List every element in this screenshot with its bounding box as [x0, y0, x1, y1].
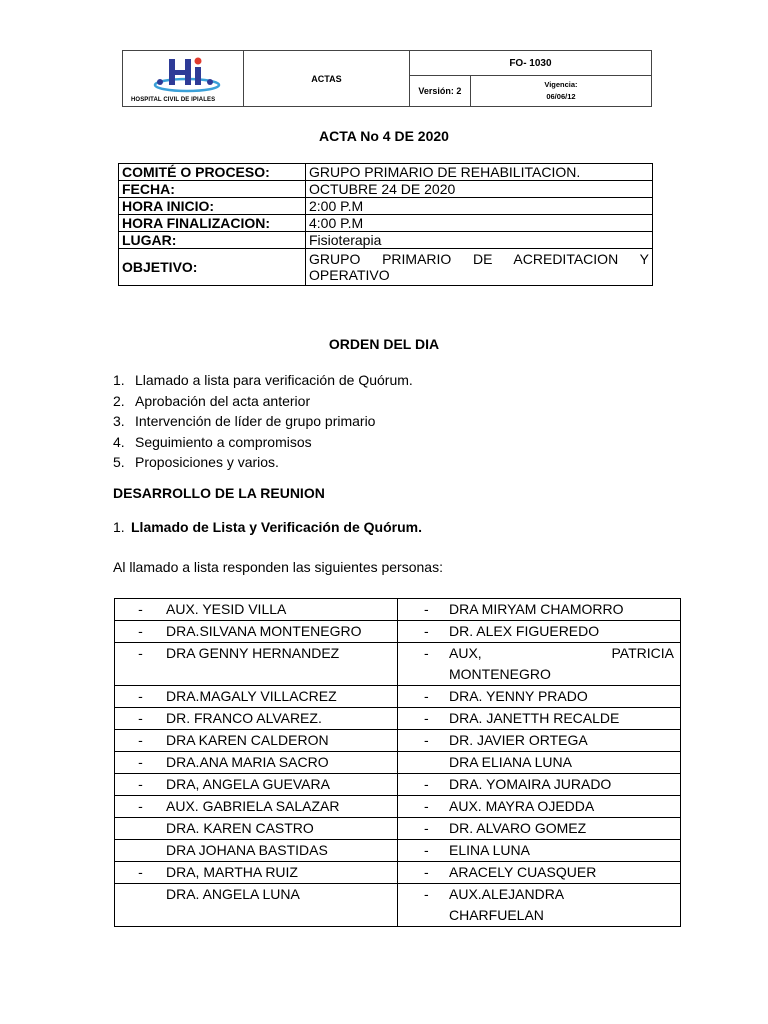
- version-label: Versión: 2: [409, 76, 470, 107]
- attendee-name: DRA GENNY HERNANDEZ: [166, 645, 340, 661]
- attendee-name: DR. FRANCO ALVAREZ.: [166, 710, 322, 726]
- info-value: 4:00 P.M: [306, 215, 653, 232]
- attendee-name: DRA. YENNY PRADO: [449, 688, 588, 704]
- bullet-dash: -: [138, 601, 143, 617]
- bullet-dash: -: [424, 688, 429, 704]
- attendee-name: AUX. MAYRA OJEDDA: [449, 798, 595, 814]
- bullet-dash: -: [424, 798, 429, 814]
- info-row: [119, 215, 653, 232]
- info-row: [119, 249, 653, 286]
- acta-title: ACTA No 4 DE 2020: [319, 128, 449, 144]
- attendee-name: DRA, ANGELA GUEVARA: [166, 776, 330, 792]
- left-cell: [115, 752, 398, 774]
- info-key: COMITÉ O PROCESO:: [119, 164, 306, 181]
- section-heading: [113, 519, 422, 535]
- table-row: [115, 774, 681, 796]
- bullet-dash: -: [138, 645, 143, 661]
- table-row: [115, 621, 681, 643]
- left-cell: [115, 840, 398, 862]
- info-value: GRUPO PRIMARIO DE ACREDITACION Y OPERATIVO: [306, 249, 653, 286]
- attendee-name: DR. JAVIER ORTEGA: [449, 732, 588, 748]
- left-cell: [115, 621, 398, 643]
- logo-text: HOSPITAL CIVIL DE IPIALES: [131, 97, 216, 103]
- left-cell: [115, 730, 398, 752]
- attendee-name: DRA KAREN CALDERON: [166, 732, 329, 748]
- bullet-dash: -: [138, 776, 143, 792]
- bullet-dash: -: [138, 754, 143, 770]
- table-row: [115, 862, 681, 884]
- table-row: [115, 686, 681, 708]
- vigencia-cell: [470, 76, 651, 107]
- attendee-name: DRA. JANETTH RECALDE: [449, 710, 620, 726]
- left-cell: [115, 708, 398, 730]
- left-cell: [115, 796, 398, 818]
- item-number: 2.: [113, 392, 125, 409]
- bullet-dash: -: [424, 820, 429, 836]
- right-cell: [398, 599, 681, 621]
- attendee-name: DR. ALEX FIGUEREDO: [449, 623, 600, 639]
- info-row: [119, 198, 653, 215]
- bullet-dash: -: [424, 864, 429, 880]
- info-key: OBJETIVO:: [119, 249, 306, 286]
- attendee-name-line1: AUX.ALEJANDRA: [449, 886, 565, 902]
- attendee-name-line2: CHARFUELAN: [449, 907, 544, 923]
- attendee-name: AUX. YESID VILLA: [166, 601, 287, 617]
- right-cell: [398, 621, 681, 643]
- bullet-dash: -: [138, 710, 143, 726]
- list-item: [113, 411, 413, 432]
- header-title: ACTAS: [244, 51, 410, 107]
- attendee-name: DRA MIRYAM CHAMORRO: [449, 601, 624, 617]
- item-number: 3.: [113, 413, 125, 430]
- attendee-name: DRA JOHANA BASTIDAS: [166, 842, 328, 858]
- item-number: 1.: [113, 372, 125, 388]
- attendee-name: DRA. ANGELA LUNA: [166, 886, 300, 902]
- bullet-dash: -: [424, 645, 429, 661]
- bullet-dash: [115, 840, 166, 861]
- list-item: [113, 452, 413, 473]
- attendee-name: DRA, MARTHA RUIZ: [166, 864, 298, 880]
- right-cell: [398, 862, 681, 884]
- bullet-dash: -: [424, 601, 429, 617]
- bullet-dash: -: [138, 864, 143, 880]
- left-cell: [115, 818, 398, 840]
- list-item: [113, 391, 413, 412]
- right-cell: [398, 840, 681, 862]
- bullet-dash: -: [424, 732, 429, 748]
- bullet-dash: -: [424, 623, 429, 639]
- table-row: [115, 599, 681, 621]
- intro-text: Al llamado a lista responden las siguientes personas:: [113, 559, 443, 575]
- attendee-name: ARACELY CUASQUER: [449, 864, 597, 880]
- table-row: [115, 752, 681, 774]
- vigencia-date: 06/06/12: [546, 92, 576, 101]
- info-key: FECHA:: [119, 181, 306, 198]
- logo-cell: [123, 51, 244, 107]
- item-text: Llamado a lista para verificación de Quórum.: [135, 372, 413, 388]
- attendee-name: DR. ALVARO GOMEZ: [449, 820, 587, 836]
- right-cell: [398, 796, 681, 818]
- right-cell: [398, 643, 681, 686]
- attendee-name: ELINA LUNA: [449, 842, 530, 858]
- attendee-name: AUX. GABRIELA SALAZAR: [166, 798, 340, 814]
- left-cell: [115, 862, 398, 884]
- info-key: HORA INICIO:: [119, 198, 306, 215]
- item-number: 5.: [113, 454, 125, 471]
- item-text: Intervención de líder de grupo primario: [135, 413, 376, 430]
- right-cell: [398, 708, 681, 730]
- attendance-table: [114, 598, 681, 927]
- bullet-dash: -: [138, 623, 143, 639]
- bullet-dash: -: [138, 732, 143, 748]
- attendee-name: DRA.ANA MARIA SACRO: [166, 754, 329, 770]
- orden-list: [113, 370, 413, 473]
- info-value: Fisioterapia: [306, 232, 653, 249]
- item-number: 4.: [113, 433, 125, 450]
- attendee-name: [449, 643, 680, 685]
- right-cell: [398, 774, 681, 796]
- left-cell: [115, 599, 398, 621]
- item-text: Seguimiento a compromisos: [135, 433, 312, 450]
- list-item: [113, 432, 413, 453]
- item-text: Proposiciones y varios.: [135, 454, 279, 471]
- info-value: GRUPO PRIMARIO DE REHABILITACION.: [306, 164, 653, 181]
- info-key: HORA FINALIZACION:: [119, 215, 306, 232]
- info-key: LUGAR:: [119, 232, 306, 249]
- table-row: [115, 818, 681, 840]
- info-value: OCTUBRE 24 DE 2020: [306, 181, 653, 198]
- left-cell: [115, 686, 398, 708]
- right-cell: [398, 818, 681, 840]
- bullet-dash: -: [424, 710, 429, 726]
- bullet-dash: -: [424, 776, 429, 792]
- attendee-name: DRA. YOMAIRA JURADO: [449, 776, 612, 792]
- document-header: [122, 50, 652, 107]
- table-row: [115, 884, 681, 927]
- right-cell: [398, 752, 681, 774]
- bullet-dash: -: [424, 886, 429, 902]
- attendee-name: [449, 884, 680, 926]
- orden-title: ORDEN DEL DIA: [328, 336, 440, 352]
- table-row: [115, 730, 681, 752]
- info-row: [119, 232, 653, 249]
- bullet-dash: -: [138, 688, 143, 704]
- item-text: Aprobación del acta anterior: [135, 392, 311, 409]
- bullet-dash: -: [138, 798, 143, 814]
- hospital-logo-icon: [147, 55, 227, 93]
- attendee-name-line2: MONTENEGRO: [449, 666, 551, 682]
- bullet-dash: -: [424, 842, 429, 858]
- left-cell: [115, 884, 398, 927]
- section-number: 1.: [113, 519, 125, 535]
- bullet-dash: [115, 884, 166, 905]
- table-row: [115, 708, 681, 730]
- left-cell: [115, 643, 398, 686]
- right-cell: [398, 686, 681, 708]
- bullet-dash: [115, 818, 166, 839]
- meeting-info-table: [118, 163, 653, 286]
- attendee-name: DRA ELIANA LUNA: [449, 754, 572, 770]
- desarrollo-title: DESARROLLO DE LA REUNION: [113, 485, 325, 501]
- right-cell: [398, 730, 681, 752]
- attendee-name: DRA. KAREN CASTRO: [166, 820, 314, 836]
- section-title: Llamado de Lista y Verificación de Quórum.: [131, 519, 422, 535]
- list-item: [113, 370, 413, 391]
- left-cell: [115, 774, 398, 796]
- info-row: [119, 181, 653, 198]
- form-code: FO- 1030: [409, 51, 651, 76]
- attendee-name: DRA.SILVANA MONTENEGRO: [166, 623, 362, 639]
- table-row: [115, 840, 681, 862]
- info-row: [119, 164, 653, 181]
- attendee-name: DRA.MAGALY VILLACREZ: [166, 688, 337, 704]
- vigencia-label: Vigencia:: [544, 80, 578, 89]
- right-cell: [398, 884, 681, 927]
- table-row: [115, 643, 681, 686]
- table-row: [115, 796, 681, 818]
- bullet-dash: [398, 752, 449, 773]
- info-value: 2:00 P.M: [306, 198, 653, 215]
- attendee-name-line1: AUX, PATRICIA: [449, 645, 674, 661]
